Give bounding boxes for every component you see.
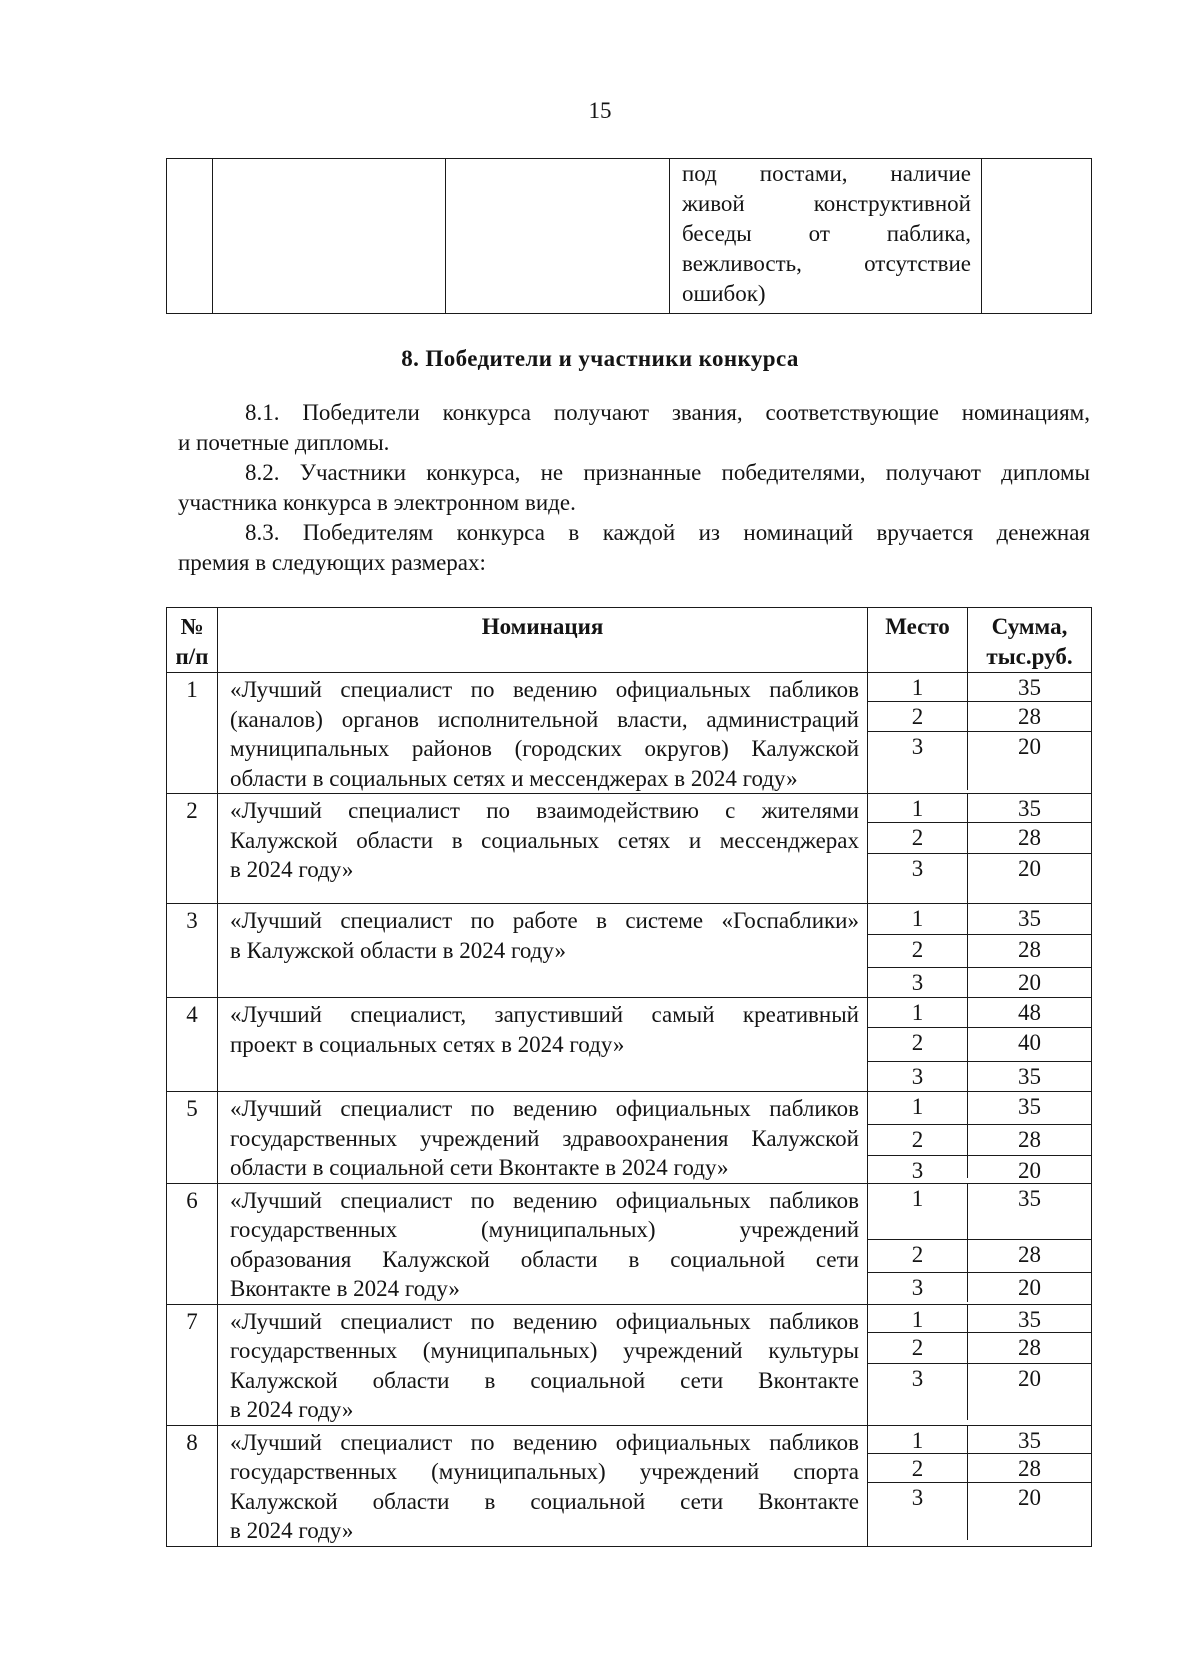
prize-sum: 28 [1018, 704, 1041, 729]
prize-sum: 35 [1018, 1306, 1041, 1332]
nomination-line: «Лучший специалист по ведению официальных пабликов [230, 1429, 859, 1455]
nomination-line: «Лучший специалист, запустивший самый креативный [230, 1002, 859, 1027]
prize-entry [868, 702, 1091, 732]
prize-entry [868, 1092, 1091, 1125]
continuation-text [670, 159, 981, 309]
prize-sum: 20 [1018, 1274, 1041, 1300]
nomination-line: государственных (муниципальных) учреждений культуры [230, 1338, 859, 1363]
prize-place: 3 [868, 1364, 968, 1420]
nomination-line: Вконтакте в 2024 году» [230, 1276, 460, 1301]
header-nomination: Номинация [218, 608, 868, 673]
nomination-line: (каналов) органов исполнительной власти, администраций [230, 706, 859, 732]
prize-sum: 35 [1018, 675, 1041, 700]
header-number [167, 608, 218, 673]
prize-place: 2 [868, 823, 968, 853]
nomination-cell [218, 1425, 868, 1546]
prize-sum: 35 [1018, 906, 1041, 931]
row-number: 6 [167, 1183, 218, 1304]
prize-sum: 28 [1018, 1334, 1041, 1360]
nomination-line: в 2024 году» [230, 857, 354, 882]
prize-place: 3 [868, 732, 968, 790]
prize-sum: 20 [1018, 856, 1041, 881]
nomination-line: государственных (муниципальных) учреждений спорта [230, 1459, 859, 1484]
prize-sum: 20 [1018, 970, 1041, 995]
prize-entry [868, 823, 1091, 854]
nomination-line: в 2024 году» [230, 1518, 354, 1543]
paragraph-line: 8.1. Победители конкурса получают звания, соответствующие номинациям, [245, 400, 1090, 425]
prize-cell [868, 1304, 1092, 1425]
row-number: 3 [167, 904, 218, 998]
prize-table-header [167, 608, 1092, 673]
prize-place: 2 [868, 1028, 968, 1061]
nomination-cell [218, 1183, 868, 1304]
prize-entry [868, 968, 1091, 997]
nomination-line: «Лучший специалист по ведению официальных пабликов [230, 1308, 859, 1334]
continuation-cell-empty [213, 159, 446, 314]
nomination-line: «Лучший специалист по ведению официальных пабликов [230, 677, 859, 702]
prize-sum: 20 [1018, 1484, 1041, 1510]
prize-entry [868, 1426, 1091, 1454]
continuation-cell-empty [446, 159, 670, 314]
prize-table-row [167, 1425, 1092, 1546]
row-number: 4 [167, 998, 218, 1092]
prize-place: 3 [868, 1156, 968, 1178]
prize-sum: 28 [1018, 1241, 1041, 1267]
prize-cell [868, 1183, 1092, 1304]
prize-entry [868, 935, 1091, 968]
row-number: 8 [167, 1425, 218, 1546]
nomination-line: «Лучший специалист по взаимодействию с жителями [230, 798, 859, 823]
prize-place: 2 [868, 702, 968, 731]
prize-sum: 35 [1018, 1094, 1041, 1119]
prize-table-row [167, 1183, 1092, 1304]
prize-entry [868, 1305, 1091, 1333]
nomination-line: «Лучший специалист по ведению официальных пабликов [230, 1187, 859, 1213]
nomination-line: государственных (муниципальных) учреждений [230, 1217, 859, 1242]
header-number-pp: п/п [175, 644, 209, 669]
paragraph-8-2 [178, 458, 1090, 518]
continuation-cell-criteria [670, 159, 982, 314]
nomination-cell [218, 1304, 868, 1425]
paragraph-line: 8.2. Участники конкурса, не признанные победителями, получают дипломы [245, 460, 1090, 485]
prize-place: 1 [868, 1426, 968, 1453]
prize-sum: 35 [1018, 796, 1041, 821]
prize-sum: 48 [1018, 1000, 1041, 1025]
continuation-row [167, 159, 1092, 314]
prize-sum: 28 [1018, 937, 1041, 962]
nomination-cell [218, 1092, 868, 1184]
continuation-text-line: беседы от паблика, [682, 221, 971, 246]
prize-place: 2 [868, 1125, 968, 1155]
row-number: 1 [167, 673, 218, 794]
nomination-cell [218, 998, 868, 1092]
prize-sum: 28 [1018, 825, 1041, 850]
header-sum-line1: Сумма, [991, 614, 1068, 639]
row-number: 5 [167, 1092, 218, 1184]
nomination-line: области в социальных сетях и мессенджерах в 2024 году» [230, 765, 798, 791]
prize-entry [868, 1125, 1091, 1156]
prize-entry [868, 854, 1091, 903]
nomination-line: Калужской области в социальных сетях и мессенджерах [230, 827, 859, 853]
prize-place: 1 [868, 1184, 968, 1239]
paragraph-line: участника конкурса в электронном виде. [178, 490, 576, 515]
paragraph-line: 8.3. Победителям конкурса в каждой из номинаций вручается денежная [245, 520, 1090, 545]
prize-sum: 20 [1018, 1158, 1041, 1183]
section-title: 8. Победители и участники конкурса [401, 346, 799, 371]
continuation-cell-empty [167, 159, 213, 314]
prize-cell [868, 998, 1092, 1092]
prize-sum: 35 [1018, 1427, 1041, 1453]
prize-place: 3 [868, 1062, 968, 1091]
prize-entry [868, 1156, 1091, 1183]
continuation-text-line: вежливость, отсутствие [682, 251, 971, 276]
prize-table-row [167, 673, 1092, 794]
prize-table [166, 607, 1092, 1547]
prize-cell [868, 904, 1092, 998]
prize-entry [868, 1364, 1091, 1420]
header-place: Место [868, 608, 968, 673]
prize-entry [868, 1273, 1091, 1302]
prize-entry [868, 1184, 1091, 1240]
prize-sum: 40 [1018, 1030, 1041, 1055]
prize-place: 3 [868, 1483, 968, 1540]
continuation-text-line: под постами, наличие [682, 161, 971, 186]
prize-place: 2 [868, 1333, 968, 1363]
prize-entry [868, 1240, 1091, 1273]
paragraph-8-1 [178, 398, 1090, 458]
paragraph-line: и почетные дипломы. [178, 430, 390, 455]
prize-place: 1 [868, 1305, 968, 1332]
nomination-line: проект в социальных сетях в 2024 году» [230, 1031, 625, 1057]
continuation-text-line: ошибок) [682, 281, 766, 306]
prize-table-row [167, 1304, 1092, 1425]
prize-entry [868, 673, 1091, 702]
prize-cell [868, 794, 1092, 904]
prize-place: 1 [868, 673, 968, 701]
nomination-cell [218, 794, 868, 904]
prize-sum: 35 [1018, 1185, 1041, 1211]
prize-entry [868, 998, 1091, 1028]
paragraph-8-3 [178, 518, 1090, 578]
nomination-line: «Лучший специалист по работе в системе «Госпаблики» [230, 908, 859, 933]
prize-place: 1 [868, 998, 968, 1027]
prize-entry [868, 732, 1091, 790]
prize-entry [868, 1483, 1091, 1540]
prize-sum: 35 [1018, 1064, 1041, 1089]
continuation-table [166, 158, 1092, 314]
prize-place: 3 [868, 854, 968, 903]
prize-table-row [167, 998, 1092, 1092]
prize-sum: 28 [1018, 1455, 1041, 1481]
prize-place: 1 [868, 1092, 968, 1124]
nomination-line: муниципальных районов (городских округов) Калужской [230, 736, 859, 761]
prize-table-row [167, 794, 1092, 904]
prize-entry [868, 1454, 1091, 1483]
prize-place: 3 [868, 968, 968, 997]
row-number: 2 [167, 794, 218, 904]
header-sum [968, 608, 1092, 673]
prize-sum: 28 [1018, 1127, 1041, 1152]
prize-sum: 20 [1018, 1365, 1041, 1391]
nomination-line: области в социальной сети Вконтакте в 2024 году» [230, 1155, 729, 1180]
paragraph-line: премия в следующих размерах: [178, 550, 486, 575]
nomination-line: в 2024 году» [230, 1397, 354, 1422]
prize-sum: 20 [1018, 734, 1041, 759]
prize-place: 2 [868, 1240, 968, 1272]
prize-cell [868, 673, 1092, 794]
prize-place: 1 [868, 904, 968, 934]
nomination-line: государственных учреждений здравоохранения Калужской [230, 1125, 859, 1151]
nomination-line: Калужской области в социальной сети Вконтакте [230, 1488, 859, 1514]
nomination-cell [218, 673, 868, 794]
page-number: 15 [588, 98, 612, 123]
nomination-line: в Калужской области в 2024 году» [230, 937, 566, 963]
prize-cell [868, 1092, 1092, 1184]
prize-place: 2 [868, 1454, 968, 1482]
prize-entry [868, 1062, 1091, 1091]
prize-entry [868, 1333, 1091, 1364]
nomination-line: образования Калужской области в социальной сети [230, 1246, 859, 1272]
continuation-text-line: живой конструктивной [682, 191, 971, 216]
prize-place: 1 [868, 794, 968, 822]
prize-entry [868, 794, 1091, 823]
prize-table-body [167, 673, 1092, 1547]
continuation-cell-empty [982, 159, 1092, 314]
prize-place: 2 [868, 935, 968, 967]
row-number: 7 [167, 1304, 218, 1425]
prize-table-row [167, 1092, 1092, 1184]
prize-place: 3 [868, 1273, 968, 1302]
header-number-symbol: № [180, 614, 204, 639]
header-sum-line2: тыс.руб. [986, 644, 1073, 669]
prize-entry [868, 1028, 1091, 1062]
nomination-line: Калужской области в социальной сети Вконтакте [230, 1367, 859, 1393]
nomination-cell [218, 904, 868, 998]
nomination-line: «Лучший специалист по ведению официальных пабликов [230, 1096, 859, 1121]
prize-table-row [167, 904, 1092, 998]
prize-cell [868, 1425, 1092, 1546]
prize-entry [868, 904, 1091, 935]
